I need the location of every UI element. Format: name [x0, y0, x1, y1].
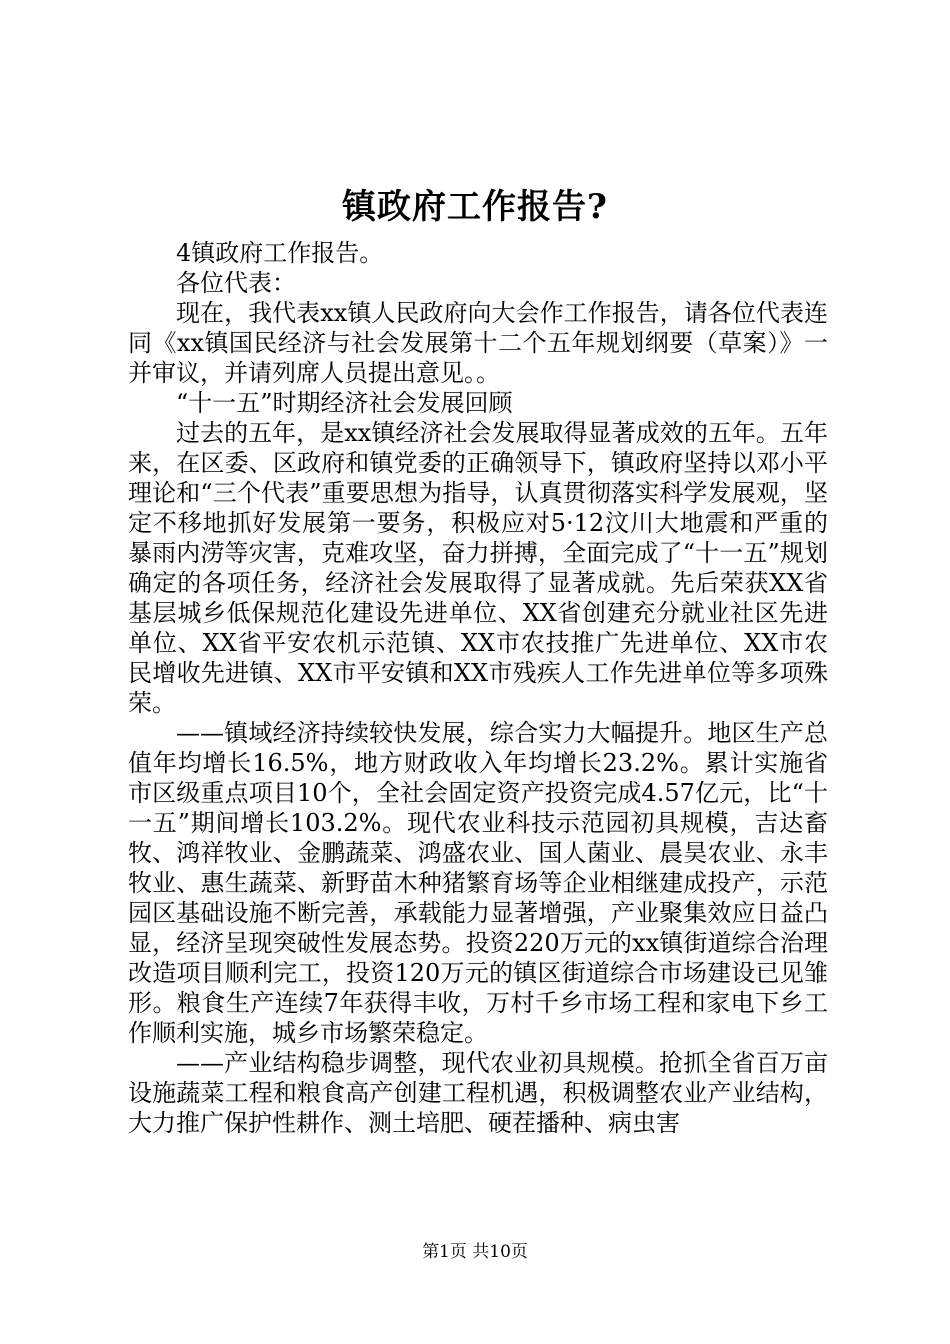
- paragraph-review: 过去的五年，是xx镇经济社会发展取得显著成效的五年。五年来，在区委、区政府和镇党委的正确领导下，镇政府坚持以邓小平理论和“三个代表”重要思想为指导，认真贯彻落实科学发展观，坚定不移地抓好发展第一要务，积极应对5·12汶川大地震和严重的暴雨内涝等灾害，克难攻坚，奋力拼搏，全面完成了“十一五”规划确定的各项任务，经济社会发展取得了显著成就。先后荣获XX省基层城乡低保规范化建设先进单位、XX省创建充分就业社区先进单位、XX省平安农机示范镇、XX市农技推广先进单位、XX市农民增收先进镇、XX市平安镇和XX市残疾人工作先进单位等多项殊荣。: [128, 419, 828, 717]
- paragraph-economy: ——镇域经济持续较快发展，综合实力大幅提升。地区生产总值年均增长16.5%，地方财政收入年均增长23.2%。累计实施省市区级重点项目10个，全社会固定资产投资完成4.57亿元，比“十一五”期间增长103.2%。现代农业科技示范园初具规模，吉达畜牧、鸿祥牧业、金鹏蔬菜、鸿盛农业、国人菌业、晨昊农业、永丰牧业、惠生蔬菜、新野苗木种猪繁育场等企业相继建成投产，示范园区基础设施不断完善，承载能力显著增强，产业聚集效应日益凸显，经济呈现突破性发展态势。投资220万元的xx镇街道综合治理改造项目顺利完工，投资120万元的镇区街道综合市场建设已见雏形。粮食生产连续7年获得丰收，万村千乡市场工程和家电下乡工作顺利实施，城乡市场繁荣稳定。: [128, 719, 828, 1047]
- document-body: [128, 238, 828, 1138]
- paragraph-industry: ——产业结构稳步调整，现代农业初具规模。抢抓全省百万亩设施蔬菜工程和粮食高产创建工程机遇，积极调整农业产业结构，大力推广保护性耕作、测土培肥、硬茬播种、病虫害: [128, 1049, 828, 1137]
- paragraph-salutation: 各位代表：: [176, 269, 296, 297]
- paragraph-intro: 4镇政府工作报告。: [176, 239, 384, 267]
- page-number-footer: 第1页 共10页: [422, 1242, 528, 1262]
- document-title: 镇政府工作报告?: [342, 187, 608, 227]
- section-heading: “十一五”时期经济社会发展回顾: [176, 389, 513, 417]
- paragraph-opening: 现在，我代表xx镇人民政府向大会作工作报告，请各位代表连同《xx镇国民经济与社会发展第十二个五年规划纲要（草案）》一并审议，并请列席人员提出意见。。: [128, 299, 828, 387]
